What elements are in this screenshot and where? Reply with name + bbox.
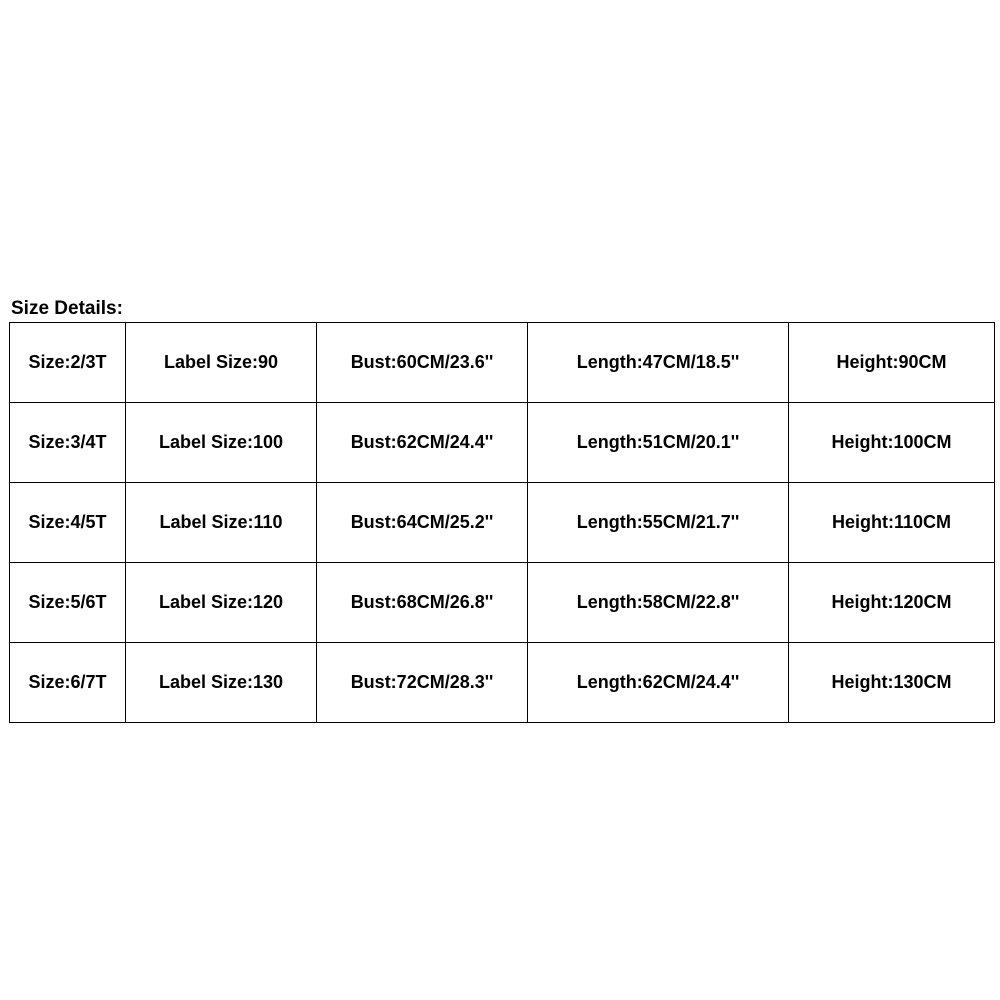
size-details-heading: Size Details: xyxy=(11,298,123,319)
label-size-cell: Label Size:120 xyxy=(126,563,317,643)
size-cell: Size:5/6T xyxy=(10,563,126,643)
table-row xyxy=(10,643,995,723)
label-size-cell: Label Size:100 xyxy=(126,403,317,483)
table-row xyxy=(10,563,995,643)
table-row xyxy=(10,403,995,483)
height-cell: Height:110CM xyxy=(789,483,995,563)
height-cell: Height:90CM xyxy=(789,323,995,403)
length-cell: Length:47CM/18.5'' xyxy=(528,323,789,403)
size-cell: Size:4/5T xyxy=(10,483,126,563)
length-cell: Length:51CM/20.1'' xyxy=(528,403,789,483)
size-cell: Size:3/4T xyxy=(10,403,126,483)
table-row xyxy=(10,323,995,403)
size-chart-body xyxy=(10,323,995,723)
bust-cell: Bust:72CM/28.3'' xyxy=(317,643,528,723)
table-row xyxy=(10,483,995,563)
bust-cell: Bust:64CM/25.2'' xyxy=(317,483,528,563)
bust-cell: Bust:68CM/26.8'' xyxy=(317,563,528,643)
label-size-cell: Label Size:90 xyxy=(126,323,317,403)
height-cell: Height:130CM xyxy=(789,643,995,723)
label-size-cell: Label Size:130 xyxy=(126,643,317,723)
size-chart-table xyxy=(9,322,995,723)
size-cell: Size:2/3T xyxy=(10,323,126,403)
size-cell: Size:6/7T xyxy=(10,643,126,723)
length-cell: Length:58CM/22.8'' xyxy=(528,563,789,643)
bust-cell: Bust:62CM/24.4'' xyxy=(317,403,528,483)
bust-cell: Bust:60CM/23.6'' xyxy=(317,323,528,403)
length-cell: Length:55CM/21.7'' xyxy=(528,483,789,563)
height-cell: Height:120CM xyxy=(789,563,995,643)
label-size-cell: Label Size:110 xyxy=(126,483,317,563)
length-cell: Length:62CM/24.4'' xyxy=(528,643,789,723)
height-cell: Height:100CM xyxy=(789,403,995,483)
